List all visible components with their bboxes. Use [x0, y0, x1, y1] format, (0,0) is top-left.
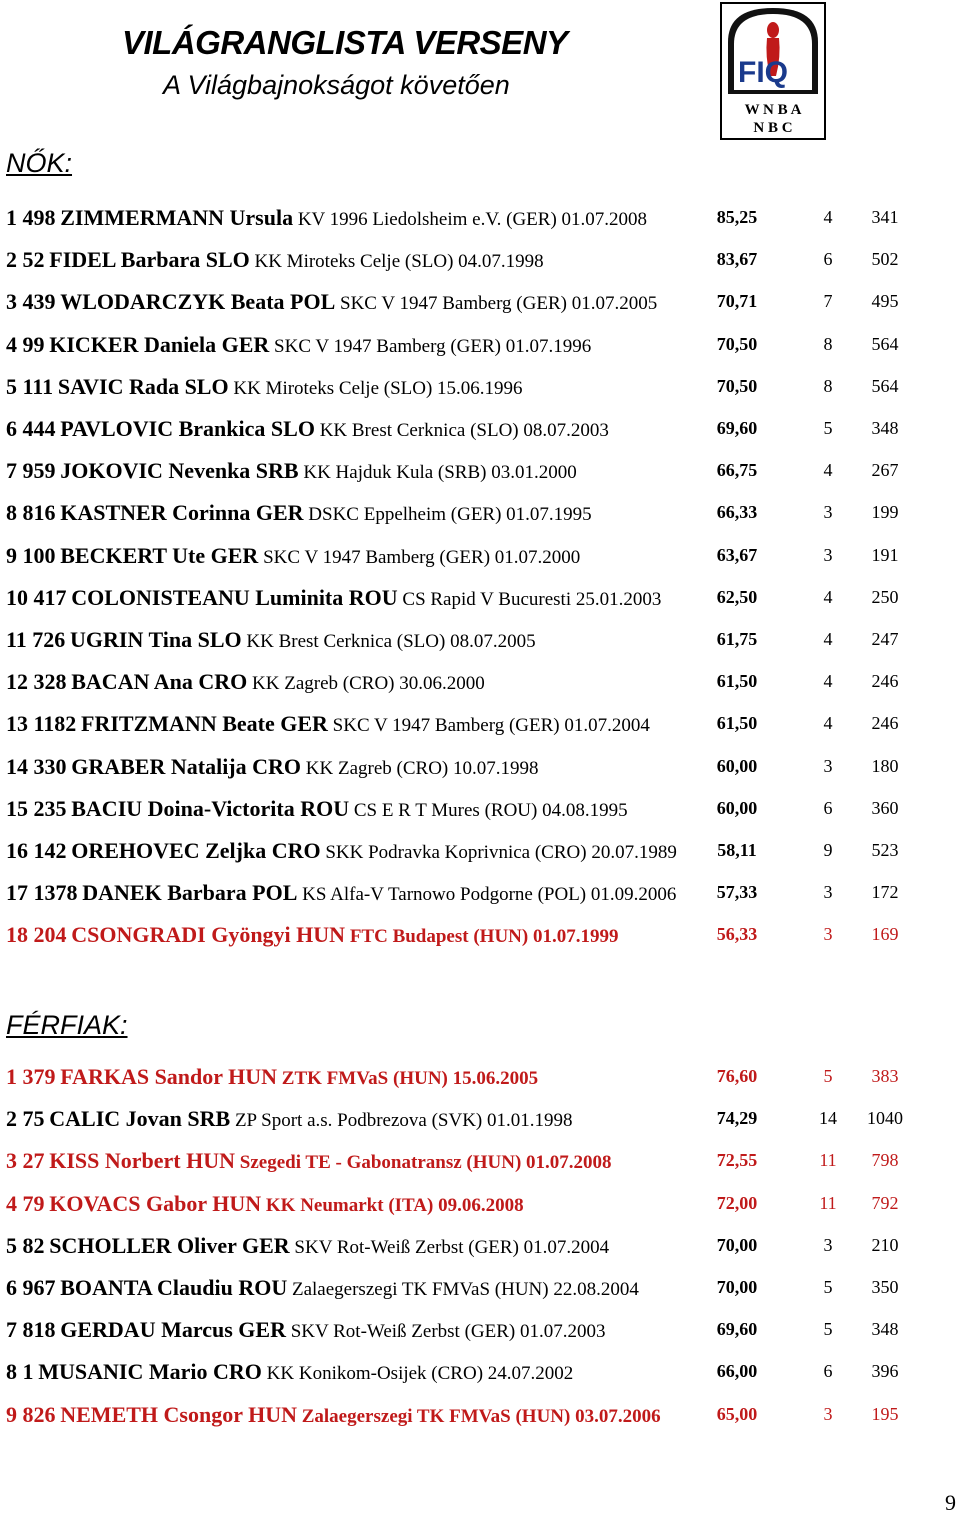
club-and-date: KK Brest Cerknica (SLO) 08.07.2005	[246, 631, 536, 652]
average-score: 70,50	[716, 333, 758, 354]
average-score: 58,11	[717, 840, 757, 860]
player-info	[6, 1191, 524, 1217]
average-score: 60,00	[716, 755, 758, 776]
player-name: BECKERT Ute GER	[60, 542, 259, 568]
games-count: 5	[823, 1319, 833, 1340]
rank-number: 15 235	[6, 795, 67, 821]
player-info	[6, 796, 628, 822]
rank-number: 8 816	[6, 500, 56, 526]
games-count: 3	[823, 924, 833, 945]
average-score: 72,55	[716, 1150, 758, 1171]
total-pins: 246	[871, 713, 899, 734]
games-count: 8	[823, 375, 833, 396]
ranking-row	[0, 669, 960, 699]
ranking-row	[0, 838, 960, 868]
average-score: 65,00	[716, 1403, 758, 1424]
player-name: GERDAU Marcus GER	[60, 1317, 286, 1343]
average-score: 70,00	[716, 1277, 758, 1297]
club-and-date: ZP Sport a.s. Podbrezova (SVK) 01.01.1998	[234, 1110, 573, 1132]
games-count: 4	[823, 629, 833, 649]
player-name: BACIU Doina-Victorita ROU	[71, 795, 350, 821]
player-info	[6, 1317, 605, 1343]
club-and-date: SKK Podravka Koprivnica (CRO) 20.07.1989	[325, 842, 677, 863]
games-count: 6	[823, 797, 833, 818]
average-score: 66,33	[716, 502, 758, 523]
club-and-date: KK Neumarkt (ITA) 09.06.2008	[265, 1194, 524, 1216]
rank-number: 1 379	[6, 1064, 56, 1089]
average-score: 70,71	[716, 291, 758, 312]
player-info	[6, 1359, 573, 1385]
ranking-row	[0, 1191, 960, 1221]
average-score: 66,75	[716, 460, 758, 481]
total-pins: 564	[871, 333, 899, 354]
total-pins: 495	[871, 291, 899, 312]
rank-number: 3 439	[6, 289, 56, 315]
club-and-date: KK Miroteks Celje (SLO) 04.07.1998	[254, 251, 544, 273]
player-info	[6, 416, 609, 442]
games-count: 4	[823, 713, 833, 734]
player-name: FRITZMANN Beate GER	[81, 711, 328, 737]
player-info	[6, 1106, 573, 1132]
average-score: 61,50	[716, 713, 758, 734]
ranking-row	[0, 332, 960, 362]
average-score: 57,33	[716, 882, 758, 903]
total-pins: 172	[871, 882, 899, 903]
games-count: 3	[823, 544, 833, 565]
average-score: 69,60	[716, 1319, 758, 1340]
total-pins: 348	[871, 1319, 899, 1340]
total-pins: 169	[871, 924, 899, 945]
ranking-row	[0, 1064, 960, 1094]
player-info	[6, 880, 676, 906]
rank-number: 5 111	[6, 373, 54, 399]
total-pins: 250	[871, 586, 899, 607]
player-info	[6, 1275, 639, 1301]
rank-number: 4 99	[6, 331, 45, 357]
page-subtitle: A Világbajnokságot követően	[163, 70, 510, 100]
player-name: MUSANIC Mario CRO	[38, 1359, 262, 1385]
player-name: ZIMMERMANN Ursula	[60, 205, 294, 230]
total-pins: 383	[871, 1066, 899, 1086]
average-score: 62,50	[716, 586, 758, 607]
rank-number: 8 1	[6, 1359, 34, 1385]
total-pins: 502	[871, 249, 899, 270]
total-pins: 523	[871, 840, 899, 860]
total-pins: 195	[871, 1403, 899, 1424]
player-name: BOANTA Claudiu ROU	[60, 1275, 288, 1300]
ranking-row	[0, 1275, 960, 1305]
ranking-row	[0, 1402, 960, 1432]
average-score: 74,29	[716, 1108, 758, 1129]
player-name: WLODARCZYK Beata POL	[60, 289, 336, 315]
rank-number: 12 328	[6, 669, 67, 695]
player-name: OREHOVEC Zeljka CRO	[71, 838, 321, 863]
club-and-date: KV 1996 Liedolsheim e.V. (GER) 01.07.2008	[297, 209, 648, 230]
club-and-date: Zalaegerszegi TK FMVaS (HUN) 03.07.2006	[301, 1405, 661, 1427]
games-count: 7	[823, 291, 833, 312]
club-and-date: KK Brest Cerknica (SLO) 08.07.2003	[319, 420, 609, 441]
player-name: GRABER Natalija CRO	[71, 753, 302, 779]
player-info	[6, 627, 536, 653]
ranking-row	[0, 1233, 960, 1263]
club-and-date: SKC V 1947 Bamberg (GER) 01.07.1996	[274, 335, 592, 357]
total-pins: 360	[871, 797, 899, 818]
total-pins: 180	[871, 755, 899, 776]
player-name: KICKER Daniela GER	[49, 331, 270, 357]
average-score: 70,50	[716, 375, 758, 396]
ranking-row	[0, 247, 960, 277]
rank-number: 1 498	[6, 205, 56, 230]
ranking-row	[0, 585, 960, 615]
total-pins: 191	[871, 544, 899, 565]
rank-number: 7 818	[6, 1317, 56, 1343]
club-and-date: Szegedi TE - Gabonatransz (HUN) 01.07.2008	[239, 1152, 612, 1174]
ranking-row	[0, 754, 960, 784]
average-score: 61,75	[716, 629, 758, 649]
men-heading: FÉRFIAK:	[6, 1010, 128, 1040]
average-score: 69,60	[716, 418, 758, 438]
rank-number: 5 82	[6, 1232, 45, 1258]
logo-row1-text: W N B A	[744, 102, 802, 118]
player-name: PAVLOVIC Brankica SLO	[60, 416, 315, 441]
club-and-date: SKV Rot-Weiß Zerbst (GER) 01.07.2003	[290, 1321, 606, 1343]
rank-number: 10 417	[6, 584, 67, 610]
total-pins: 798	[871, 1150, 899, 1171]
games-count: 3	[823, 502, 833, 523]
club-and-date: Zalaegerszegi TK FMVaS (HUN) 22.08.2004	[291, 1279, 639, 1300]
rank-number: 3 27	[6, 1148, 45, 1174]
average-score: 60,00	[716, 797, 758, 818]
player-name: DANEK Barbara POL	[82, 880, 298, 906]
games-count: 5	[823, 1066, 833, 1086]
ranking-row	[0, 374, 960, 404]
average-score: 85,25	[716, 207, 758, 227]
women-heading: NŐK:	[6, 148, 73, 178]
ranking-row	[0, 1317, 960, 1347]
player-info	[6, 205, 647, 231]
ranking-row	[0, 627, 960, 657]
player-name: COLONISTEANU Luminita ROU	[71, 584, 398, 610]
club-and-date: SKV Rot-Weiß Zerbst (GER) 01.07.2004	[294, 1236, 610, 1258]
player-info	[6, 922, 618, 948]
games-count: 9	[823, 840, 833, 860]
club-and-date: FTC Budapest (HUN) 01.07.1999	[349, 926, 619, 948]
rank-number: 18 204	[6, 922, 67, 948]
rank-number: 9 100	[6, 542, 56, 568]
player-info	[6, 289, 657, 315]
player-info	[6, 247, 544, 273]
average-score: 83,67	[716, 249, 758, 270]
club-and-date: KS Alfa-V Tarnowo Podgorne (POL) 01.09.2006	[302, 884, 677, 906]
rank-number: 2 52	[6, 247, 45, 273]
player-info	[6, 754, 539, 780]
rank-number: 16 142	[6, 838, 67, 863]
games-count: 5	[823, 418, 833, 438]
club-and-date: KK Konikom-Osijek (CRO) 24.07.2002	[266, 1363, 574, 1385]
player-name: CSONGRADI Gyöngyi HUN	[71, 922, 346, 948]
ranking-row	[0, 880, 960, 910]
page-number: 9	[945, 1490, 956, 1515]
average-score: 56,33	[716, 924, 758, 945]
games-count: 11	[819, 1192, 837, 1213]
total-pins: 199	[871, 502, 899, 523]
ranking-row	[0, 796, 960, 826]
player-name: SCHOLLER Oliver GER	[49, 1232, 290, 1258]
ranking-row	[0, 458, 960, 488]
games-count: 5	[823, 1277, 833, 1297]
player-info	[6, 543, 580, 569]
total-pins: 247	[871, 629, 899, 649]
player-info	[6, 838, 677, 864]
player-name: BACAN Ana CRO	[71, 669, 248, 695]
player-info	[6, 711, 650, 737]
rank-number: 17 1378	[6, 880, 78, 906]
club-and-date: KK Zagreb (CRO) 10.07.1998	[305, 757, 539, 779]
ranking-row	[0, 922, 960, 952]
average-score: 76,60	[716, 1066, 758, 1086]
games-count: 3	[823, 1403, 833, 1424]
rank-number: 7 959	[6, 458, 56, 484]
player-name: UGRIN Tina SLO	[70, 627, 242, 652]
ranking-row	[0, 543, 960, 573]
player-info	[6, 1064, 538, 1090]
club-and-date: SKC V 1947 Bamberg (GER) 01.07.2000	[263, 546, 581, 568]
club-and-date: DSKC Eppelheim (GER) 01.07.1995	[308, 504, 592, 526]
rank-number: 2 75	[6, 1106, 45, 1132]
logo-fiq-text: FIQ	[738, 56, 788, 89]
average-score: 66,00	[716, 1361, 758, 1382]
player-info	[6, 669, 485, 695]
rank-number: 6 967	[6, 1275, 56, 1300]
rank-number: 13 1182	[6, 711, 77, 737]
total-pins: 348	[871, 418, 899, 438]
club-and-date: KK Hajduk Kula (SRB) 03.01.2000	[303, 462, 577, 484]
total-pins: 210	[871, 1234, 899, 1255]
player-info	[6, 1233, 609, 1259]
average-score: 61,50	[716, 671, 758, 692]
games-count: 3	[823, 755, 833, 776]
games-count: 4	[823, 460, 833, 481]
rank-number: 4 79	[6, 1190, 45, 1216]
club-and-date: SKC V 1947 Bamberg (GER) 01.07.2005	[340, 293, 658, 315]
total-pins: 267	[871, 460, 899, 481]
club-and-date: CS E R T Mures (ROU) 04.08.1995	[353, 799, 628, 821]
player-info	[6, 1148, 612, 1174]
club-and-date: CS Rapid V Bucuresti 25.01.2003	[402, 588, 662, 610]
total-pins: 1040	[867, 1108, 903, 1129]
player-name: FIDEL Barbara SLO	[49, 247, 250, 273]
player-name: CALIC Jovan SRB	[49, 1106, 231, 1132]
rank-number: 9 826	[6, 1401, 56, 1427]
logo-row2-text: N B C	[753, 120, 793, 136]
games-count: 3	[823, 882, 833, 903]
player-name: JOKOVIC Nevenka SRB	[60, 458, 299, 484]
average-score: 72,00	[716, 1192, 758, 1213]
fiq-wnba-nbc-logo	[720, 2, 826, 140]
player-info	[6, 374, 523, 400]
games-count: 6	[823, 249, 833, 270]
ranking-row	[0, 416, 960, 446]
player-info	[6, 500, 592, 526]
games-count: 14	[819, 1108, 837, 1129]
rank-number: 14 330	[6, 753, 67, 779]
rank-number: 6 444	[6, 416, 56, 441]
player-name: FARKAS Sandor HUN	[60, 1064, 278, 1089]
total-pins: 341	[871, 207, 899, 227]
average-score: 70,00	[716, 1234, 758, 1255]
ranking-row	[0, 205, 960, 235]
games-count: 3	[823, 1234, 833, 1255]
club-and-date: SKC V 1947 Bamberg (GER) 01.07.2004	[332, 715, 650, 737]
total-pins: 792	[871, 1192, 899, 1213]
rank-number: 11 726	[6, 627, 66, 652]
ranking-row	[0, 1106, 960, 1136]
player-info	[6, 332, 591, 358]
games-count: 4	[823, 671, 833, 692]
player-info	[6, 458, 577, 484]
games-count: 6	[823, 1361, 833, 1382]
average-score: 63,67	[716, 544, 758, 565]
club-and-date: KK Miroteks Celje (SLO) 15.06.1996	[233, 377, 523, 399]
games-count: 11	[819, 1150, 837, 1171]
player-name: SAVIC Rada SLO	[57, 373, 229, 399]
total-pins: 564	[871, 375, 899, 396]
player-info	[6, 585, 661, 611]
total-pins: 246	[871, 671, 899, 692]
ranking-row	[0, 500, 960, 530]
player-name: KOVACS Gabor HUN	[49, 1190, 262, 1216]
total-pins: 396	[871, 1361, 899, 1382]
page-title: VILÁGRANGLISTA VERSENY	[122, 24, 568, 61]
ranking-row	[0, 1148, 960, 1178]
ranking-row	[0, 289, 960, 319]
player-name: KISS Norbert HUN	[49, 1148, 236, 1174]
player-name: KASTNER Corinna GER	[60, 500, 304, 526]
total-pins: 350	[871, 1277, 899, 1297]
ranking-row	[0, 1359, 960, 1389]
ranking-row	[0, 711, 960, 741]
games-count: 4	[823, 586, 833, 607]
games-count: 8	[823, 333, 833, 354]
games-count: 4	[823, 207, 833, 227]
club-and-date: ZTK FMVaS (HUN) 15.06.2005	[281, 1068, 539, 1089]
player-info	[6, 1402, 661, 1428]
player-name: NEMETH Csongor HUN	[60, 1401, 297, 1427]
club-and-date: KK Zagreb (CRO) 30.06.2000	[252, 673, 485, 695]
